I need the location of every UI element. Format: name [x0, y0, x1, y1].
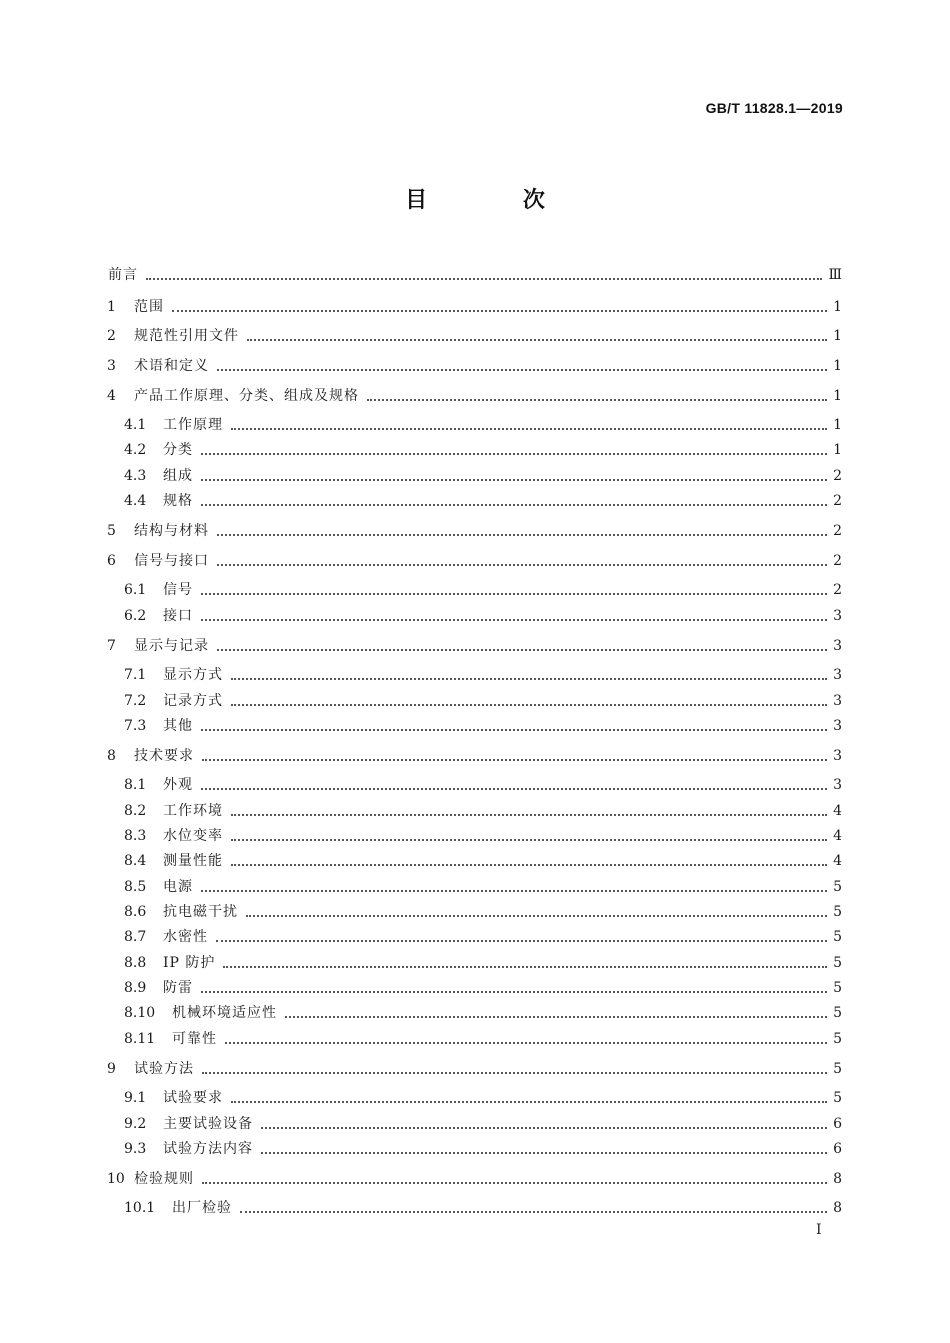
toc-entry-page: 2 [833, 468, 842, 484]
toc-entry-page: 5 [833, 1005, 842, 1021]
toc-entry-label: 其他 [163, 718, 193, 734]
toc-leader-dots [261, 1127, 827, 1129]
toc-leader-dots [231, 839, 827, 841]
toc-leader-dots [201, 619, 827, 621]
toc-leader-dots [217, 534, 827, 536]
toc-entry-number: 8.9 [124, 980, 147, 996]
toc-entry-label: 出厂检验 [172, 1200, 232, 1216]
toc-entry-label: 试验方法内容 [163, 1141, 253, 1157]
toc-leader-dots [146, 278, 822, 280]
toc-leader-dots [217, 564, 827, 566]
toc-leader-dots [231, 428, 827, 430]
toc-leader-dots [172, 310, 827, 312]
toc-entry[interactable] [0, 491, 950, 511]
toc-entry[interactable] [0, 1003, 950, 1023]
toc-entry-page: 5 [833, 904, 842, 920]
toc-entry-number: 2 [107, 328, 116, 344]
toc-entry-page: 5 [833, 1061, 842, 1077]
toc-entry-page: 5 [833, 1031, 842, 1047]
toc-entry-label: 测量性能 [163, 853, 223, 869]
toc-entry-number: 6.1 [124, 582, 147, 598]
toc-entry-label: 防雷 [163, 980, 193, 996]
toc-entry[interactable] [0, 356, 950, 376]
toc-entry-page: Ⅲ [828, 267, 842, 283]
toc-leader-dots [201, 504, 827, 506]
toc-entry-page: 1 [833, 388, 842, 404]
toc-entry-label: 试验要求 [163, 1090, 223, 1106]
toc-leader-dots [201, 729, 827, 731]
toc-entry-number: 9 [107, 1061, 116, 1077]
toc-entry[interactable] [0, 1139, 950, 1159]
toc-entry-label: 工作原理 [163, 417, 223, 433]
toc-entry-page: 2 [833, 523, 842, 539]
toc-entry-label: 机械环境适应性 [172, 1005, 277, 1021]
toc-entry-page: 4 [833, 828, 842, 844]
toc-entry-number: 9.3 [124, 1141, 147, 1157]
toc-entry-page: 1 [833, 299, 842, 315]
toc-entry-label: 术语和定义 [134, 358, 209, 374]
toc-entry[interactable] [0, 691, 950, 711]
toc-entry-number: 7.2 [124, 693, 147, 709]
toc-leader-dots [216, 940, 827, 942]
toc-entry[interactable] [0, 801, 950, 821]
toc-entry[interactable] [0, 297, 950, 317]
toc-entry-number: 8.1 [124, 777, 147, 793]
toc-entry[interactable] [0, 1198, 950, 1218]
toc-leader-dots [201, 453, 827, 455]
toc-entry-page: 2 [833, 493, 842, 509]
toc-entry[interactable] [0, 326, 950, 346]
toc-leader-dots [231, 814, 827, 816]
toc-entry-page: 4 [833, 853, 842, 869]
toc-leader-dots [246, 915, 827, 917]
toc-entry-number: 3 [107, 358, 116, 374]
toc-entry-page: 8 [833, 1200, 842, 1216]
toc-entry[interactable] [0, 1114, 950, 1134]
toc-leader-dots [202, 1182, 827, 1184]
toc-entry-page: 3 [833, 667, 842, 683]
toc-entry-page: 3 [833, 608, 842, 624]
toc-entry-label: 试验方法 [134, 1061, 194, 1077]
toc-entry-label: IP 防护 [163, 955, 216, 971]
toc-entry-label: 技术要求 [134, 748, 194, 764]
toc-entry[interactable] [0, 415, 950, 435]
toc-entry-number: 10 [107, 1171, 125, 1187]
toc-entry-label: 主要试验设备 [163, 1116, 253, 1132]
toc-entry-number: 7 [107, 638, 116, 654]
toc-entry-label: 外观 [163, 777, 193, 793]
toc-entry-number: 8.8 [124, 955, 147, 971]
toc-entry-page: 3 [833, 718, 842, 734]
toc-entry-page: 8 [833, 1171, 842, 1187]
toc-entry-label: 水位变率 [163, 828, 223, 844]
toc-entry-number: 6.2 [124, 608, 147, 624]
toc-entry[interactable] [0, 551, 950, 571]
toc-entry-number: 10.1 [124, 1200, 156, 1216]
toc-entry-number: 4 [107, 388, 116, 404]
toc-entry[interactable] [0, 1029, 950, 1049]
toc-entry-number: 4.3 [124, 468, 147, 484]
toc-entry-number: 8.10 [124, 1005, 156, 1021]
toc-entry-number: 7.3 [124, 718, 147, 734]
toc-entry[interactable] [0, 665, 950, 685]
toc-entry-page: 5 [833, 980, 842, 996]
toc-entry[interactable] [0, 746, 950, 766]
toc-leader-dots [201, 890, 827, 892]
toc-entry-number: 5 [107, 523, 116, 539]
toc-entry[interactable] [0, 606, 950, 626]
toc-entry[interactable] [0, 466, 950, 486]
toc-entry[interactable] [0, 580, 950, 600]
toc-leader-dots [217, 649, 827, 651]
toc-leader-dots [225, 1042, 827, 1044]
toc-entry-label: 电源 [163, 879, 193, 895]
toc-entry-number: 8 [107, 748, 116, 764]
toc-entry-page: 6 [833, 1141, 842, 1157]
toc-leader-dots [231, 678, 827, 680]
toc-entry-number: 8.3 [124, 828, 147, 844]
toc-entry-label: 规格 [163, 493, 193, 509]
toc-entry[interactable] [0, 440, 950, 460]
toc-entry-label: 规范性引用文件 [134, 328, 239, 344]
toc-entry-page: 5 [833, 929, 842, 945]
toc-entry[interactable] [0, 265, 950, 285]
toc-leader-dots [231, 704, 827, 706]
toc-entry[interactable] [0, 877, 950, 897]
toc-entry[interactable] [0, 1088, 950, 1108]
toc-entry-number: 9.2 [124, 1116, 147, 1132]
toc-entry-number: 4.1 [124, 417, 147, 433]
toc-entry[interactable] [0, 826, 950, 846]
toc-leader-dots [202, 759, 827, 761]
toc-entry-number: 8.11 [124, 1031, 156, 1047]
toc-leader-dots [285, 1016, 827, 1018]
toc-leader-dots [231, 1101, 827, 1103]
toc-entry-page: 4 [833, 803, 842, 819]
toc-leader-dots [217, 369, 827, 371]
toc-entry[interactable] [0, 386, 950, 406]
standard-code: GB/T 11828.1—2019 [705, 100, 843, 116]
toc-entry[interactable] [0, 1059, 950, 1079]
toc-entry-page: 2 [833, 553, 842, 569]
toc-entry-page: 5 [833, 955, 842, 971]
toc-entry-page: 5 [833, 879, 842, 895]
toc-entry-label: 显示方式 [163, 667, 223, 683]
toc-leader-dots [201, 991, 827, 993]
toc-leader-dots [201, 479, 827, 481]
toc-entry-page: 1 [833, 417, 842, 433]
toc-entry-label: 前言 [108, 267, 138, 283]
toc-entry-page: 5 [833, 1090, 842, 1106]
toc-entry[interactable] [0, 927, 950, 947]
toc-entry-number: 8.5 [124, 879, 147, 895]
toc-entry-number: 8.4 [124, 853, 147, 869]
toc-entry-label: 工作环境 [163, 803, 223, 819]
toc-entry-label: 产品工作原理、分类、组成及规格 [134, 388, 359, 404]
toc-entry-label: 水密性 [163, 929, 208, 945]
toc-entry-page: 3 [833, 693, 842, 709]
toc-entry-number: 4.2 [124, 442, 147, 458]
toc-leader-dots [202, 1072, 827, 1074]
toc-entry-number: 8.7 [124, 929, 147, 945]
toc-entry-page: 6 [833, 1116, 842, 1132]
toc-entry[interactable] [0, 521, 950, 541]
toc-entry-label: 范围 [134, 299, 164, 315]
toc-entry-page: 1 [833, 442, 842, 458]
toc-entry[interactable] [0, 775, 950, 795]
toc-entry-page: 3 [833, 777, 842, 793]
toc-entry[interactable] [0, 716, 950, 736]
toc-leader-dots [231, 864, 827, 866]
toc-entry-label: 接口 [163, 608, 193, 624]
toc-entry-page: 1 [833, 328, 842, 344]
toc-entry-page: 3 [833, 748, 842, 764]
toc-entry-label: 信号 [163, 582, 193, 598]
toc-entry-number: 9.1 [124, 1090, 147, 1106]
toc-entry-label: 显示与记录 [134, 638, 209, 654]
toc-entry-label: 结构与材料 [134, 523, 209, 539]
toc-leader-dots [261, 1152, 827, 1154]
toc-entry-number: 4.4 [124, 493, 147, 509]
toc-entry-label: 信号与接口 [134, 553, 209, 569]
toc-entry-number: 8.2 [124, 803, 147, 819]
page-number: I [816, 1222, 822, 1238]
toc-leader-dots [367, 399, 827, 401]
toc-entry-page: 1 [833, 358, 842, 374]
toc-entry-label: 组成 [163, 468, 193, 484]
toc-entry-number: 7.1 [124, 667, 147, 683]
toc-entry[interactable] [0, 1169, 950, 1189]
toc-entry-label: 分类 [163, 442, 193, 458]
page-title: 目 次 [405, 188, 589, 213]
toc-entry-label: 检验规则 [134, 1171, 194, 1187]
toc-entry-number: 8.6 [124, 904, 147, 920]
toc-entry[interactable] [0, 978, 950, 998]
toc-entry-label: 抗电磁干扰 [163, 904, 238, 920]
toc-leader-dots [223, 966, 827, 968]
toc-entry-page: 2 [833, 582, 842, 598]
toc-entry[interactable] [0, 636, 950, 656]
toc-entry[interactable] [0, 851, 950, 871]
toc-leader-dots [201, 788, 827, 790]
toc-entry-label: 记录方式 [163, 693, 223, 709]
toc-entry-page: 3 [833, 638, 842, 654]
toc-leader-dots [247, 339, 827, 341]
toc-leader-dots [201, 593, 827, 595]
toc-leader-dots [240, 1211, 827, 1213]
toc-entry-label: 可靠性 [172, 1031, 217, 1047]
toc-entry[interactable] [0, 902, 950, 922]
toc-entry[interactable] [0, 953, 950, 973]
toc-entry-number: 6 [107, 553, 116, 569]
toc-entry-number: 1 [107, 299, 116, 315]
